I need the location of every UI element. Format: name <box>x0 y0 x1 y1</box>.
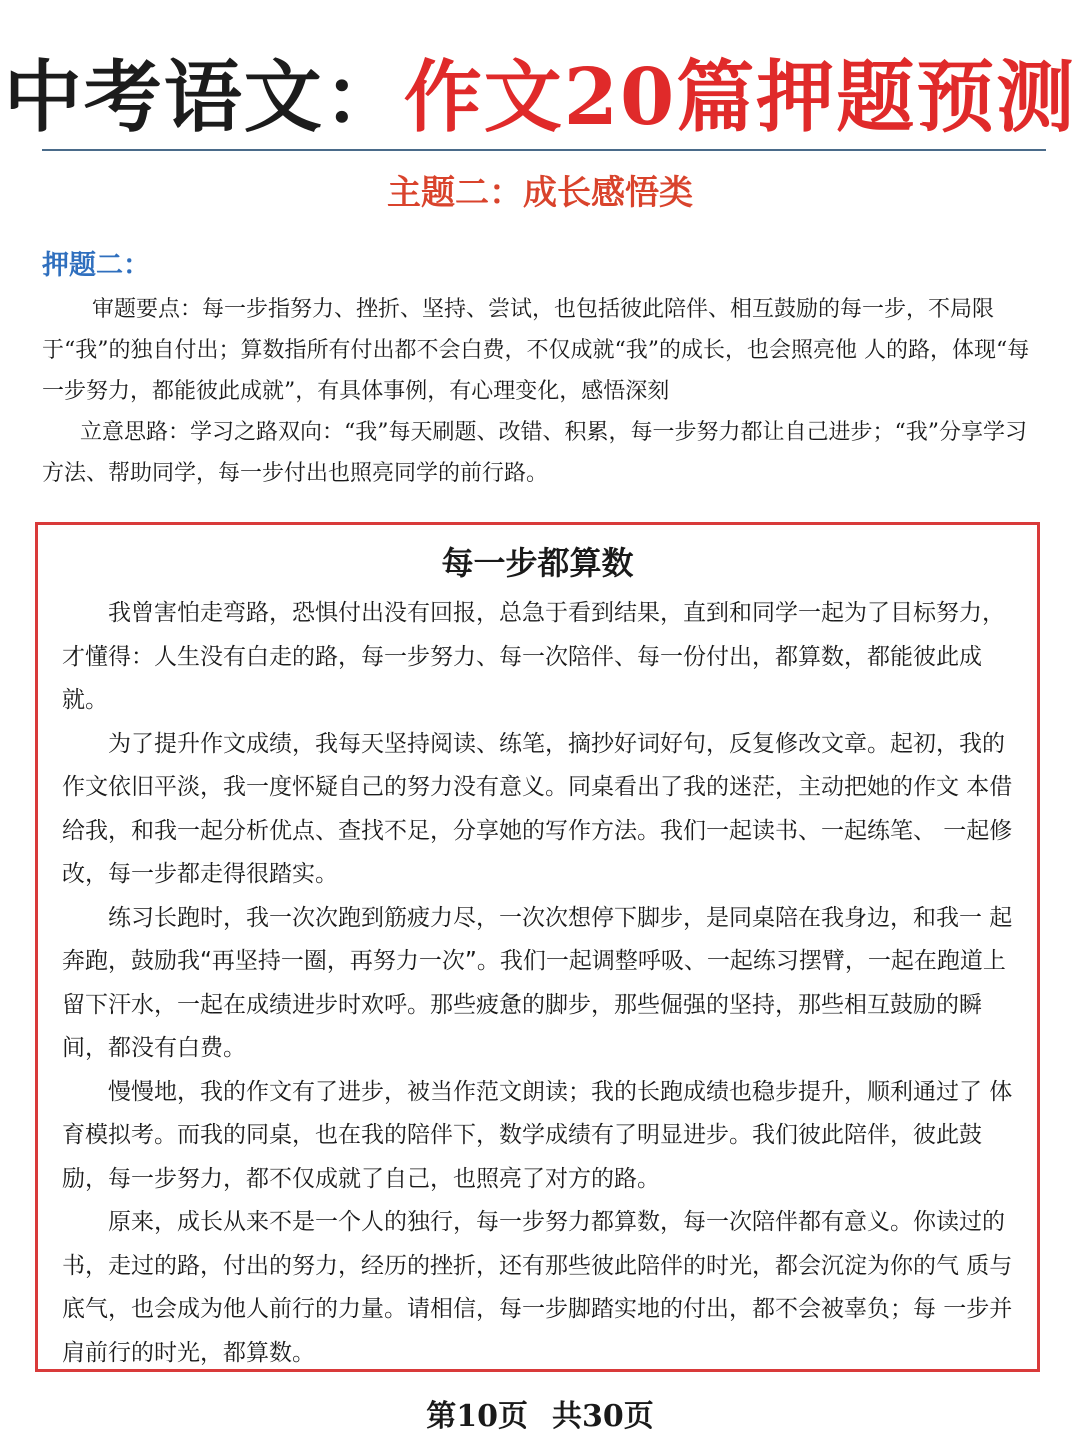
essay-body <box>62 592 1022 1375</box>
theme-heading <box>0 168 1080 218</box>
prediction-notes <box>42 289 1042 494</box>
essay-paragraph: 慢慢地，我的作文有了进步，被当作范文朗读；我的长跑成绩也稳步提升，顺利通过了 体育模拟考。而我的同桌，也在我的陪伴下，数学成绩有了明显进步。我们彼此陪伴，彼此鼓励，每一步努力，都不仅成就了自己，也照亮了对方的路。 <box>62 1078 1013 1192</box>
title-highlight: 作文20篇押题预测 <box>403 52 1077 143</box>
analysis-points: 审题要点：每一步指努力、挫折、坚持、尝试，也包括彼此陪伴、相互鼓励的每一步，不局限于“我”的独自付出；算数指所有付出都不会白费，不仅成就“我”的成长，也会照亮他 人的路，体现“每一步努力，都能彼此成就”，有具体事例，有心理变化，感悟深刻 <box>42 297 1030 404</box>
model-essay-box <box>35 522 1040 1372</box>
page-current: 第10页 <box>426 1399 528 1434</box>
page-title <box>0 50 1080 145</box>
title-divider <box>42 149 1046 151</box>
page-total: 共30页 <box>552 1399 654 1434</box>
essay-paragraph: 原来，成长从来不是一个人的独行，每一步努力都算数，每一次陪伴都有意义。你读过的书，走过的路，付出的努力，经历的挫折，还有那些彼此陪伴的时光，都会沉淀为你的气 质与底气，也会成为他人前行的力量。请相信，每一步脚踏实地的付出，都不会被辜负；每 一步并肩前行的时光，都算数。 <box>62 1209 1013 1366</box>
essay-paragraph: 我曾害怕走弯路，恐惧付出没有回报，总急于看到结果，直到和同学一起为了目标努力，才懂得：人生没有白走的路，每一步努力、每一次陪伴、每一份付出，都算数，都能彼此成就。 <box>62 600 1005 713</box>
page-indicator <box>0 1394 1080 1440</box>
essay-paragraph: 为了提升作文成绩，我每天坚持阅读、练笔，摘抄好词好句，反复修改文章。起初，我的作文依旧平淡，我一度怀疑自己的努力没有意义。同桌看出了我的迷茫，主动把她的作文 本借给我，和我一起分析优点、查找不足，分享她的写作方法。我们一起读书、一起练笔、 一起修改，每一步都走得很踏实。 <box>62 730 1013 887</box>
theme-text: 主题二：成长感悟类 <box>387 173 693 213</box>
essay-paragraph: 练习长跑时，我一次次跑到筋疲力尽，一次次想停下脚步，是同桌陪在我身边，和我一 起奔跑，鼓励我“再坚持一圈，再努力一次”。我们一起调整呼吸、一起练习摆臂，一起在跑道上留下汗水，一起在成绩进步时欢呼。那些疲惫的脚步，那些倔强的坚持，那些相互鼓励的瞬间，都没有白费。 <box>62 904 1013 1061</box>
essay-title: 每一步都算数 <box>441 544 634 582</box>
title-prefix: 中考语文： <box>3 52 404 143</box>
idea-approach: 立意思路：学习之路双向：“我”每天刷题、改错、积累，每一步努力都让自己进步；“我”分享学习方法、帮助同学，每一步付出也照亮同学的前行路。 <box>42 420 1027 486</box>
prediction-label: 押题二： <box>42 250 150 281</box>
